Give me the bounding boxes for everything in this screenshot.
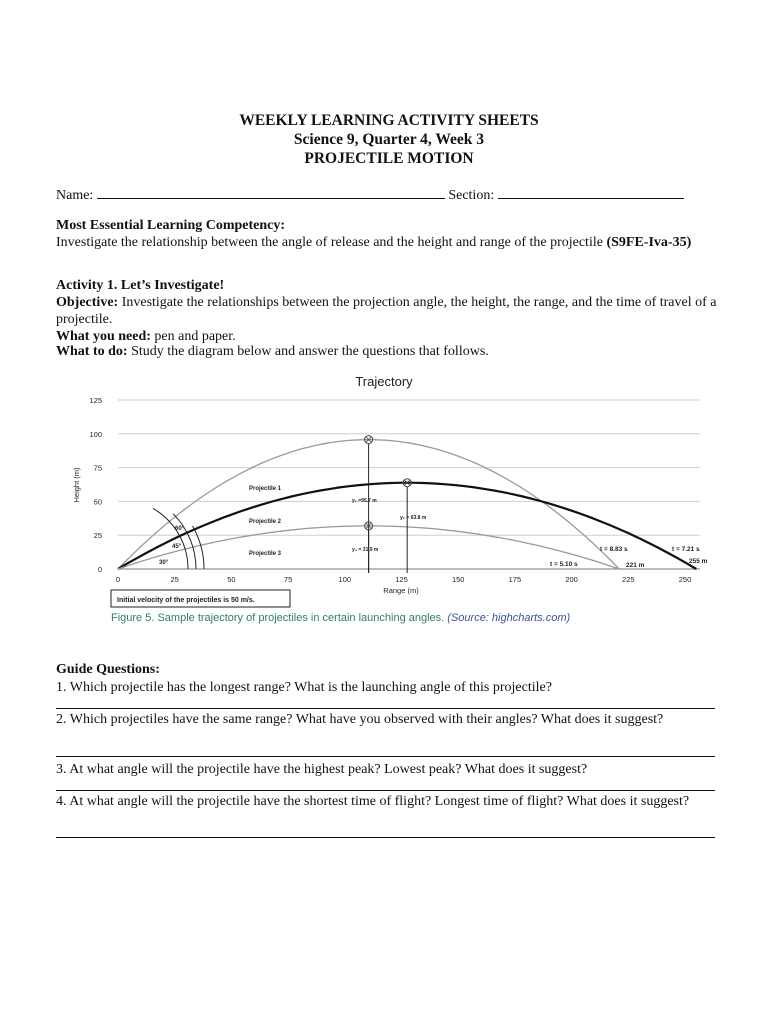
activity-materials: What you need: pen and paper. (56, 329, 236, 344)
competency-heading: Most Essential Learning Competency: (56, 218, 286, 233)
y-tick-label: 75 (93, 463, 102, 473)
x-tick-label: 250 (678, 575, 692, 584)
x-tick-label: 125 (395, 575, 408, 584)
range-label: 255 m (689, 558, 708, 565)
x-tick-label: 175 (508, 575, 522, 584)
x-tick-label: 75 (283, 575, 293, 584)
answer-line-3[interactable] (56, 790, 715, 791)
series-label: Projectile 3 (249, 551, 282, 557)
x-tick-label: 50 (227, 575, 236, 584)
x-tick-label: 100 (338, 575, 352, 584)
sheet-title: WEEKLY LEARNING ACTIVITY SHEETS (239, 112, 539, 129)
angle-label: 30° (159, 560, 169, 566)
section-label: Section: (448, 188, 495, 203)
guide-question-4: 4. At what angle will the projectile have the shortest time of flight? Longest time of flight? What does it suggest? (56, 794, 690, 809)
peak-label: y₂ = 63.8 m (400, 515, 427, 521)
sheet-subtitle: Science 9, Quarter 4, Week 3 (293, 131, 485, 148)
guide-question-2: 2. Which projectiles have the same range? What have you observed with their angles? What does it suggest? (56, 712, 664, 727)
x-axis-label: Range (m) (383, 586, 419, 595)
time-label: t = 8.83 s (600, 546, 628, 553)
time-label: t = 7.21 s (672, 546, 700, 553)
section-field[interactable] (498, 185, 684, 199)
guide-heading: Guide Questions: (56, 662, 160, 677)
x-tick-label: 225 (622, 575, 635, 584)
peak-label: y₃ = 31.9 m (352, 547, 379, 553)
y-tick-label: 25 (93, 531, 102, 541)
sheet-topic: PROJECTILE MOTION (304, 150, 474, 167)
angle-arc-3 (193, 526, 205, 569)
series-label: Projectile 1 (249, 486, 282, 492)
angle-arc-2 (173, 514, 196, 569)
x-tick-label: 150 (451, 575, 465, 584)
name-field[interactable] (97, 185, 445, 199)
initial-velocity-note: Initial velocity of the projectiles is 50 m/s. (117, 597, 255, 604)
name-label: Name: (56, 188, 94, 203)
y-axis-label: Height (m) (72, 467, 81, 503)
time-label: t = 5.10 s (550, 561, 578, 568)
x-tick-label: 25 (170, 575, 179, 584)
activity-objective: Objective: Investigate the relationships between the projection angle, the height, the range, and the time of travel of a projectile. (56, 295, 717, 327)
x-tick-label: 200 (565, 575, 578, 584)
y-tick-label: 50 (93, 497, 102, 507)
y-tick-label: 100 (89, 429, 102, 439)
angle-label: 45° (172, 544, 182, 550)
series-label: Projectile 2 (249, 519, 282, 525)
activity-heading: Activity 1. Let’s Investigate! (56, 278, 225, 293)
answer-line-4[interactable] (56, 837, 715, 838)
chart-title: Trajectory (355, 374, 413, 389)
y-tick-label: 125 (89, 396, 102, 405)
answer-line-1[interactable] (56, 708, 715, 709)
competency-text: Investigate the relationship between the angle of release and the height and range of the projectile (S9FE-Iva-35) (56, 235, 692, 250)
competency-code: (S9FE-Iva-35) (606, 235, 692, 250)
angle-label: 60° (175, 526, 185, 532)
trajectory-chart (60, 368, 720, 636)
guide-question-3: 3. At what angle will the projectile have the highest peak? Lowest peak? What does it suggest? (56, 762, 588, 777)
guide-question-1: 1. Which projectile has the longest range? What is the launching angle of this projectile? (56, 680, 552, 695)
range-label: 221 m (626, 562, 645, 569)
activity-instructions: What to do: Study the diagram below and answer the questions that follows. (56, 344, 489, 359)
x-tick-label: 0 (115, 575, 121, 584)
y-tick-label: 0 (97, 565, 102, 574)
answer-line-2[interactable] (56, 756, 715, 757)
figure-caption: Figure 5. Sample trajectory of projectiles in certain launching angles. (Source: highcharts.com) (111, 612, 571, 624)
name-section-row (56, 185, 684, 204)
figure-source: (Source: highcharts.com) (447, 612, 571, 624)
peak-label: y₁ =95.7 m (352, 498, 377, 504)
